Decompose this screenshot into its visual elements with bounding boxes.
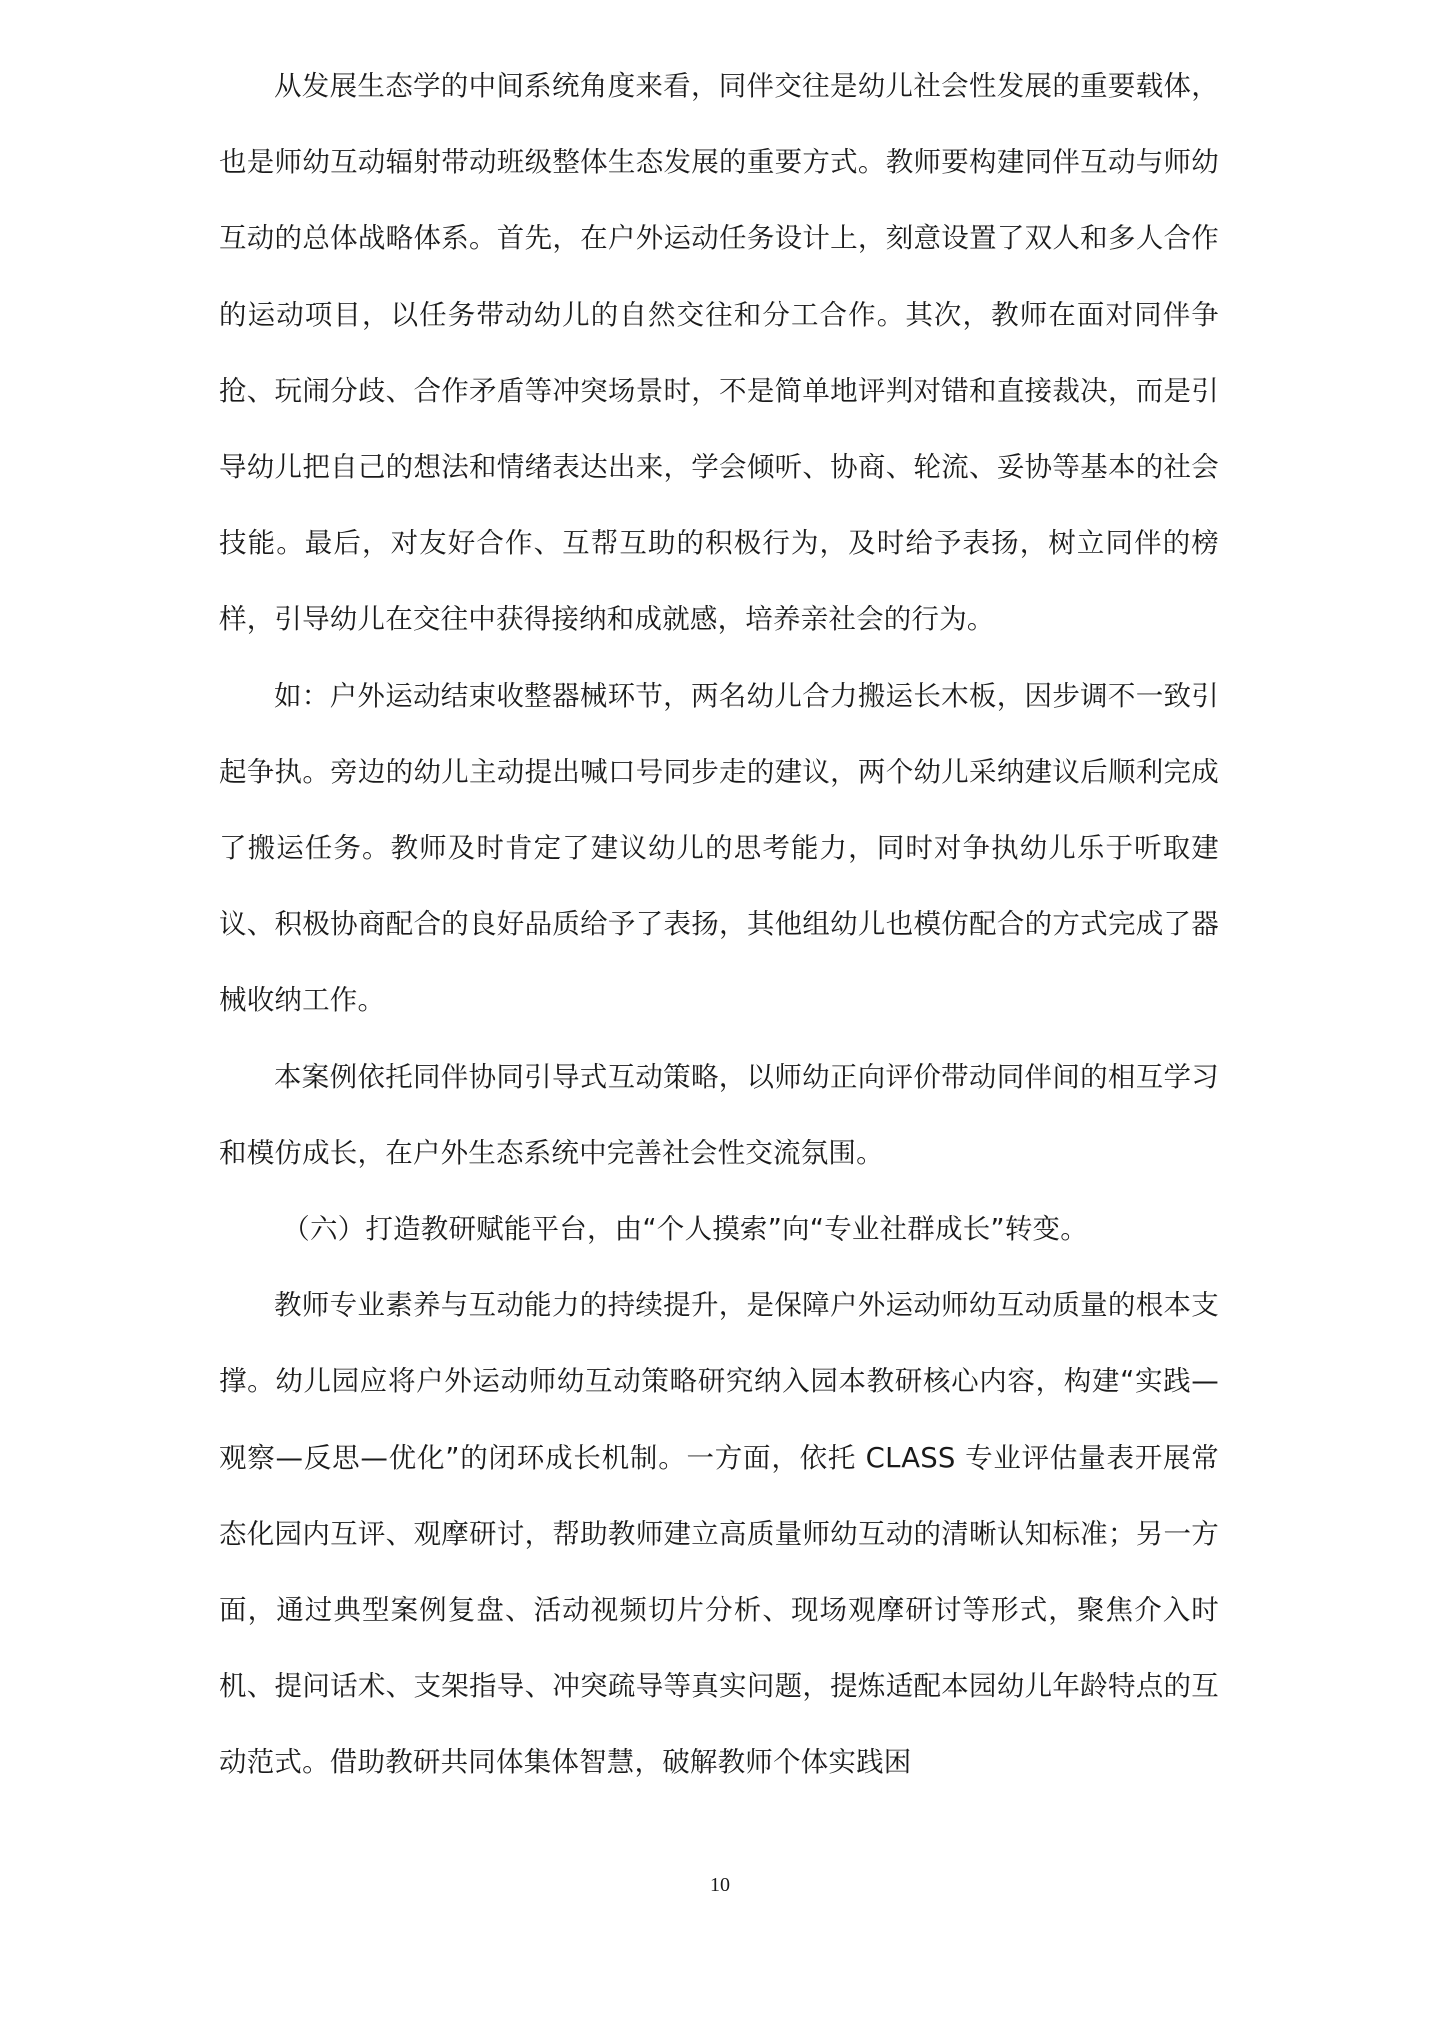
page-number: 10 [710, 1874, 730, 1896]
paragraph-example: 如：户外运动结束收整器械环节，两名幼儿合力搬运长木板，因步调不一致引起争执。旁边的幼儿主动提出喊口号同步走的建议，两个幼儿采纳建议后顺利完成了搬运任务。教师及时肯定了建议幼儿的思考能力，同时对争执幼儿乐于听取建议、积极协商配合的良好品质给予了表扬，其他组幼儿也模仿配合的方式完成了器械收纳工作。 [219, 679, 1219, 1017]
paragraph-teaching-research: 教师专业素养与互动能力的持续提升，是保障户外运动师幼互动质量的根本支撑。幼儿园应将户外运动师幼互动策略研究纳入园本教研核心内容，构建“实践—观察—反思—优化”的闭环成长机制。一方面，依托 CLASS 专业评估量表开展常态化园内互评、观摩研讨，帮助教师建立高质量师幼互动的清晰认知标准；另一方面，通过典型案例复盘、活动视频切片分析、现场观摩研讨等形式，聚焦介入时机、提问话术、支架指导、冲突疏导等真实问题，提炼适配本园幼儿年龄特点的互动范式。借助教研共同体集体智慧，破解教师个体实践困 [219, 1289, 1219, 1779]
section-heading: （六）打造教研赋能平台，由“个人摸索”向“专业社群成长”转变。 [282, 1213, 1088, 1246]
paragraph-peer-interaction: 从发展生态学的中间系统角度来看，同伴交往是幼儿社会性发展的重要载体，也是师幼互动辐射带动班级整体生态发展的重要方式。教师要构建同伴互动与师幼互动的总体战略体系。首先，在户外运动任务设计上，刻意设置了双人和多人合作的运动项目，以任务带动幼儿的自然交往和分工合作。其次，教师在面对同伴争抢、玩闹分歧、合作矛盾等冲突场景时，不是简单地评判对错和直接裁决，而是引导幼儿把自己的想法和情绪表达出来，学会倾听、协商、轮流、妥协等基本的社会技能。最后，对友好合作、互帮互助的积极行为，及时给予表扬，树立同伴的榜样，引导幼儿在交往中获得接纳和成就感，培养亲社会的行为。 [219, 70, 1219, 636]
body-text [219, 48, 1219, 1801]
paragraph-case-summary: 本案例依托同伴协同引导式互动策略，以师幼正向评价带动同伴间的相互学习和模仿成长，在户外生态系统中完善社会性交流氛围。 [219, 1060, 1219, 1169]
